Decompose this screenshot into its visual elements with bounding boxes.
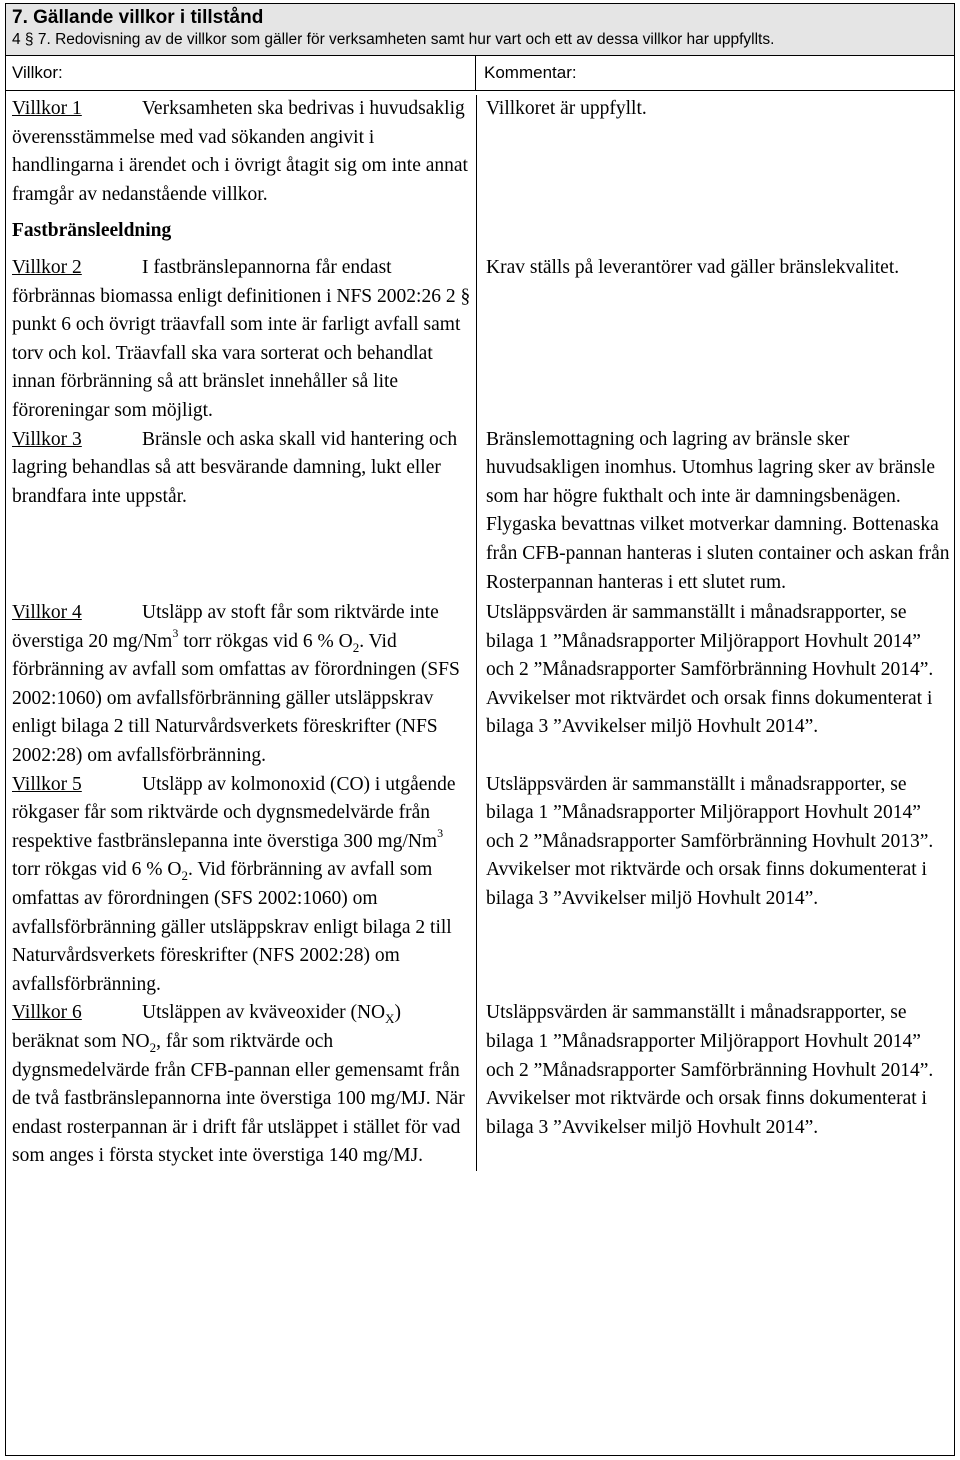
condition-text-cont: . Vid förbränning av avfall som omfattas av förordningen (SFS 2002:1060) om avfallsförbränning gäller utsläppskrav enligt bilaga 2 till Naturvårdsverkets föreskrifter (NFS 2002:28) om avfallsförbränning. (12, 630, 460, 767)
superscript: 3 (172, 626, 179, 641)
comment-cell (476, 426, 954, 598)
comment-cell (476, 999, 954, 1171)
table-row-villkor-1 (6, 95, 954, 209)
table-body (6, 95, 954, 1171)
comment-text: Krav ställs på leverantörer vad gäller bränslekvalitet. (486, 256, 900, 278)
condition-cell (6, 426, 476, 598)
comment-cell (476, 95, 954, 209)
paragraph-sign: § (460, 285, 471, 307)
condition-text-cont: . Vid förbränning av avfall som omfattas av förordningen (SFS 2002:1060) om avfallsförbränning gäller utsläppskrav enligt bilaga 2 till Naturvårdsverkets föreskrifter (NFS 2002:28) om avfallsförbränning. (12, 859, 452, 995)
comment-text: Utsläppsvärden är sammanställt i månadsrapporter, se bilaga 1 ”Månadsrapporter Miljörapport Hovhult 2014” och 2 ”Månadsrapporter Samförbränning Hovhult 2014”. Avvikelser mot riktvärde och orsak finns dokumenterat i bilaga 3 ”Avvikelser miljö Hovhult 2014”. (486, 1002, 934, 1138)
comment-text: Villkoret är uppfyllt. (486, 98, 647, 119)
heading-cell (6, 217, 476, 246)
condition-text-cont: punkt 6 och övrigt träavfall som inte är farligt avfall samt torv och kol. Träavfall ska vara sorterat och behandlat innan förbränning så att bränslet innehåller så lite föroreningar som möjligt. (12, 314, 461, 421)
condition-cell (6, 599, 476, 771)
table-row-villkor-2 (6, 254, 954, 426)
condition-label: Villkor 3 (12, 428, 82, 450)
comment-text: Utsläppsvärden är sammanställt i månadsrapporter, se bilaga 1 ”Månadsrapporter Miljörapport Hovhult 2014” och 2 ”Månadsrapporter Samförbränning Hovhult 2014”. Avvikelser mot riktvärdet och orsak finns dokumenterat i bilaga 3 ”Avvikelser miljö Hovhult 2014”. (486, 602, 934, 738)
condition-text: Utsläpp av stoft får som riktvärde inte överstiga 20 mg/Nm (12, 602, 439, 652)
subscript: 2 (181, 868, 189, 884)
column-divider (476, 95, 477, 1171)
condition-cell (6, 95, 476, 209)
subscript: 2 (149, 1039, 157, 1055)
comment-cell (476, 599, 954, 771)
condition-text-cont: torr rökgas vid 6 % O (12, 859, 182, 881)
condition-cell (6, 999, 476, 1171)
section-subtitle: 4 § 7. Redovisning av de villkor som gäller för verksamheten samt hur vart och ett av dessa villkor har uppfyllts. (12, 31, 775, 48)
condition-text: Utsläpp av kolmonoxid (CO) i utgående rökgaser får som riktvärde och dygnsmedelvärde från respektive fastbränslepanna inte överstiga 300 mg/Nm (12, 773, 456, 852)
conditions-table (5, 3, 955, 1456)
condition-text-cont: , får som riktvärde och dygnsmedelvärde från CFB-pannan eller gemensamt från de två fastbränslepannorna inte överstiga 100 mg/MJ. När endast rosterpannan är i drift får utsläppet i stället för vad som anges i första stycket inte överstiga 140 mg/MJ. (12, 1031, 465, 1167)
subscript: X (385, 1011, 395, 1027)
column-header-villkor: Villkor: (6, 56, 476, 90)
comment-text: Bränslemottagning och lagring av bränsle sker huvudsakligen inomhus. Utomhus lagring sker av bränsle som har högre fukthalt och inte är damningsbenägen. Flygaska bevattnas vilket motverkar damning. Bottenaska från CFB-pannan hanteras i sluten container och askan från Rosterpannan hanteras i ett slutet rum. (486, 428, 950, 593)
empty-cell (476, 217, 954, 246)
condition-label: Villkor 5 (12, 773, 82, 795)
comment-cell (476, 771, 954, 1000)
condition-text-cont: torr rökgas vid 6 % O (178, 630, 353, 652)
section-header (6, 4, 954, 56)
condition-label: Villkor 4 (12, 602, 82, 624)
row-gap (6, 209, 954, 217)
condition-text: Bränsle och aska skall vid hantering och lagring behandlas så att besvärande damning, lukt eller brandfara inte uppstår. (12, 428, 458, 507)
comment-cell (476, 254, 954, 426)
condition-text: Utsläppen av kväveoxider (NO (142, 1002, 386, 1024)
section-title: 7. Gällande villkor i tillstånd (12, 7, 264, 28)
table-row-heading (6, 217, 954, 246)
table-row-villkor-5 (6, 771, 954, 1000)
superscript: 3 (437, 826, 444, 841)
condition-label: Villkor 2 (12, 256, 82, 278)
condition-label: Villkor 1 (12, 98, 82, 119)
table-row-villkor-3 (6, 426, 954, 598)
table-row-villkor-6 (6, 999, 954, 1171)
subsection-heading: Fastbränsleeldning (12, 220, 172, 242)
condition-cell (6, 771, 476, 1000)
condition-text: Verksamheten ska bedrivas i huvudsaklig överensstämmelse med vad sökanden angivit i handlingarna i ärendet och i övrigt åtagit sig om inte annat framgår av nedanstående villkor. (12, 98, 468, 205)
comment-text: Utsläppsvärden är sammanställt i månadsrapporter, se bilaga 1 ”Månadsrapporter Miljörapport Hovhult 2014” och 2 ”Månadsrapporter Samförbränning Hovhult 2013”. Avvikelser mot riktvärde och orsak finns dokumenterat i bilaga 3 ”Avvikelser miljö Hovhult 2014”. (486, 773, 934, 910)
column-header-kommentar: Kommentar: (484, 63, 577, 82)
condition-cell (6, 254, 476, 426)
subscript: 2 (352, 639, 360, 655)
column-headers (6, 56, 954, 91)
row-gap (6, 246, 954, 254)
table-row-villkor-4 (6, 599, 954, 771)
condition-text: I fastbränslepannorna får endast förbrännas biomassa enligt definitionen i NFS 2002:26 2 (12, 256, 461, 307)
condition-label: Villkor 6 (12, 1002, 82, 1024)
condition-text-cont: ) beräknat som NO (12, 1002, 402, 1052)
